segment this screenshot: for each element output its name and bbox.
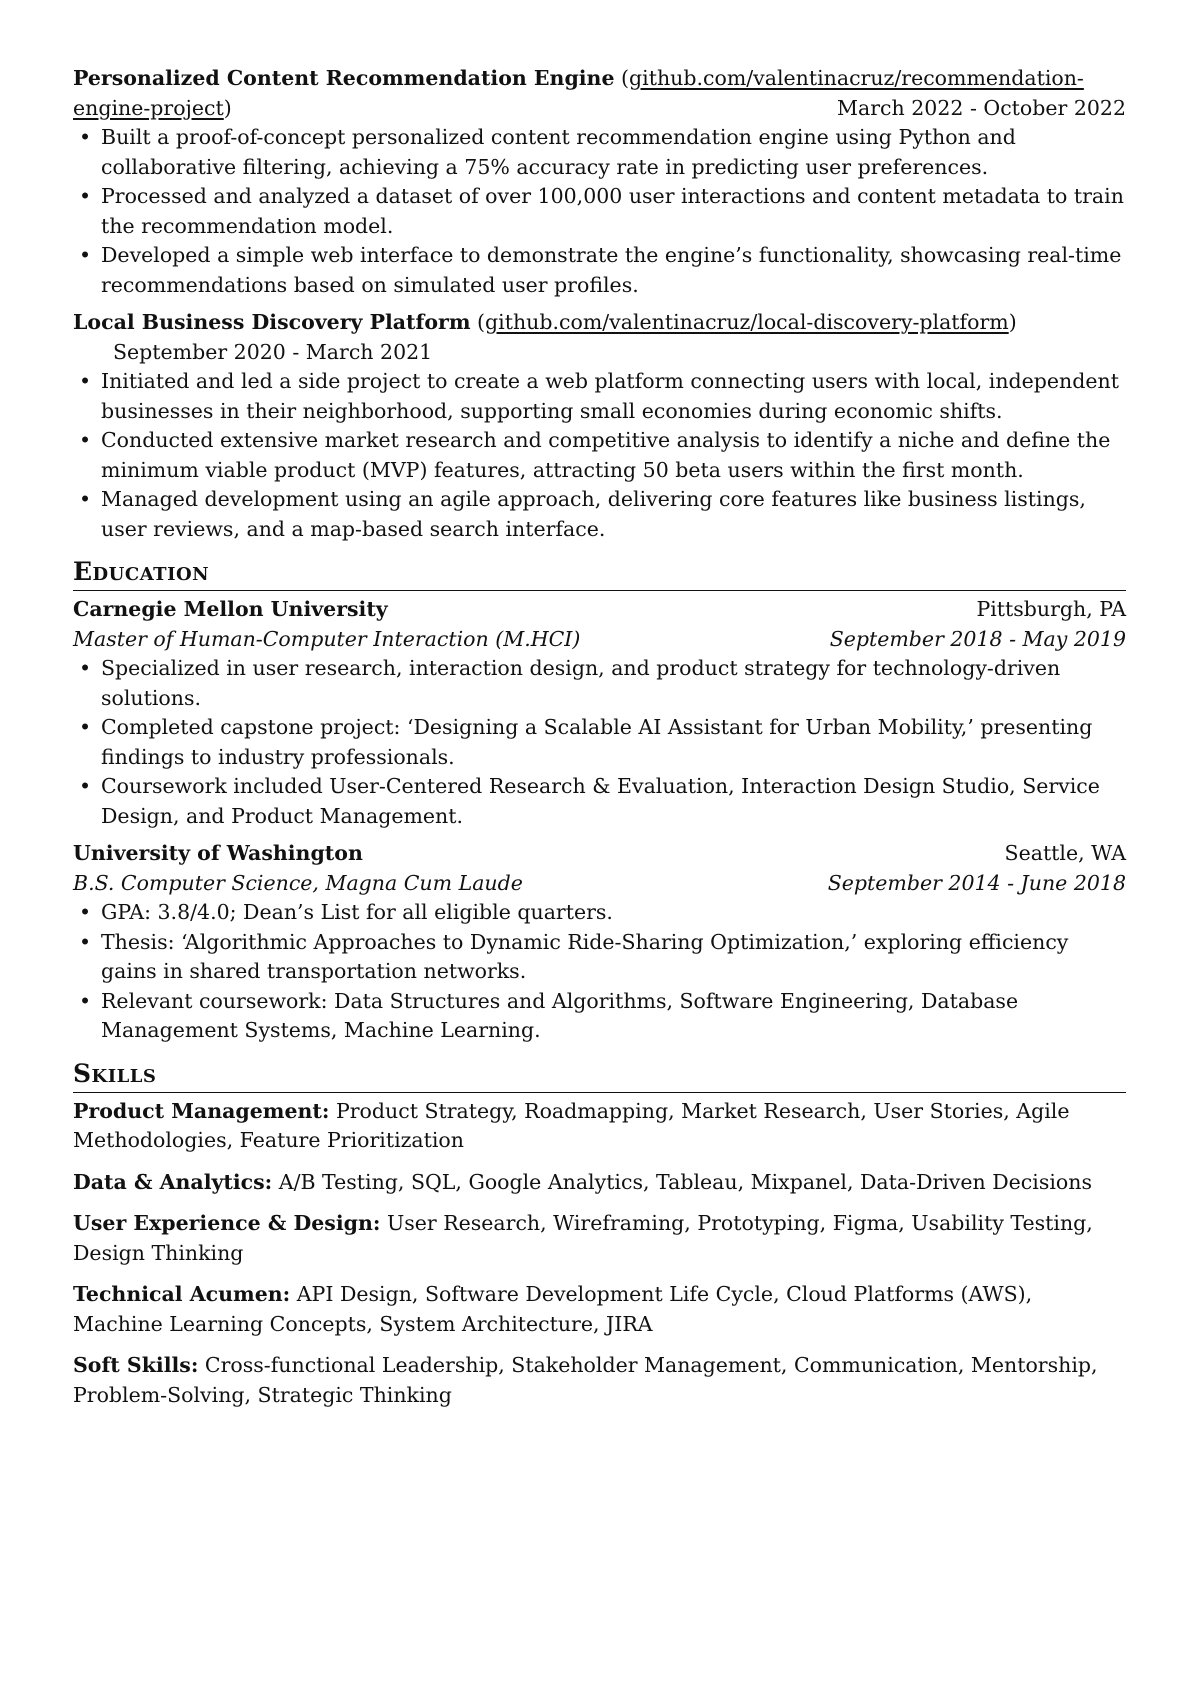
project-bullets — [73, 123, 1126, 300]
project-date: March 2022 - October 2022 — [837, 95, 1126, 120]
school-location: Seattle, WA — [1004, 841, 1126, 865]
bullet-item: • Built a proof-of-concept personalized content recommendation engine using Python and collaborative filtering, achieving a 75% accuracy rate in predicting user preferences. — [73, 123, 1126, 182]
skill-category: User Experience & Design: — [73, 1211, 381, 1235]
project-header: Local Business Discovery Platform (github.com/valentinacruz/local-discovery-platform) September 2020 - March 2021 — [73, 310, 1017, 364]
skill-list: A/B Testing, SQL, Google Analytics, Tableau, Mixpanel, Data-Driven Decisions — [278, 1169, 1092, 1194]
degree: B.S. Computer Science, Magna Cum Laude — [73, 870, 523, 895]
project-link[interactable]: github.com/valentinacruz/recommendation-engine-project — [73, 66, 1084, 120]
bullet-item: • Relevant coursework: Data Structures and Algorithms, Software Engineering, Database Management Systems, Machine Learning. — [73, 987, 1126, 1046]
bullet-item: • Specialized in user research, interaction design, and product strategy for technology-driven solutions. — [73, 654, 1126, 713]
bullet-item: • Coursework included User-Centered Research & Evaluation, Interaction Design Studio, Service Design, and Product Management. — [73, 772, 1126, 831]
bullet-item: • GPA: 3.8/4.0; Dean’s List for all eligible quarters. — [73, 898, 1126, 928]
project-header: Personalized Content Recommendation Engine (github.com/valentinacruz/recommendation-engine-project) March 2022 - October 2022 — [73, 64, 1126, 123]
project-entry — [73, 308, 1126, 544]
bullet-item: • Managed development using an agile approach, delivering core features like business listings, user reviews, and a map-based search interface. — [73, 485, 1126, 544]
skill-line — [73, 1168, 1126, 1198]
bullet-item: • Developed a simple web interface to demonstrate the engine’s functionality, showcasing real-time recommendations based on simulated user profiles. — [73, 241, 1126, 300]
skill-line — [73, 1097, 1126, 1156]
degree-dates: September 2018 - May 2019 — [829, 626, 1126, 651]
skill-category: Technical Acumen: — [73, 1282, 291, 1306]
skill-line — [73, 1209, 1126, 1268]
bullet-item: • Processed and analyzed a dataset of over 100,000 user interactions and content metadata to train the recommendation model. — [73, 182, 1126, 241]
degree: Master of Human-Computer Interaction (M.HCI) — [73, 626, 581, 651]
education-bullets — [73, 898, 1126, 1046]
school-row — [73, 839, 1126, 869]
skill-category: Product Management: — [73, 1098, 330, 1123]
degree-dates: September 2014 - June 2018 — [827, 870, 1126, 895]
bullet-item: • Completed capstone project: ‘Designing a Scalable AI Assistant for Urban Mobility,’ presenting findings to industry professionals. — [73, 713, 1126, 772]
project-bullets — [73, 367, 1126, 544]
skill-list: Product Strategy, Roadmapping, Market Research, User Stories, Agile Methodologies, Feature Prioritization — [73, 1098, 1070, 1152]
school-row — [73, 595, 1126, 625]
school-location: Pittsburgh, PA — [976, 597, 1126, 621]
skill-list: User Research, Wireframing, Prototyping, Figma, Usability Testing, Design Thinking — [73, 1211, 1093, 1265]
degree-row — [73, 869, 1126, 899]
school-name: University of Washington — [73, 841, 363, 865]
project-link[interactable]: github.com/valentinacruz/local-discovery-platform — [485, 310, 1009, 334]
skill-category: Data & Analytics: — [73, 1169, 273, 1194]
project-title: Personalized Content Recommendation Engine — [73, 66, 615, 90]
school-name: Carnegie Mellon University — [73, 597, 388, 621]
bullet-item: • Initiated and led a side project to create a web platform connecting users with local, independent businesses in their neighborhood, supporting small economies during economic shifts. — [73, 367, 1126, 426]
skill-list: API Design, Software Development Life Cycle, Cloud Platforms (AWS), Machine Learning Concepts, System Architecture, JIRA — [73, 1282, 1033, 1336]
project-title: Local Business Discovery Platform — [73, 310, 471, 334]
resume-page — [73, 64, 1126, 1422]
bullet-item: • Thesis: ‘Algorithmic Approaches to Dynamic Ride-Sharing Optimization,’ exploring efficiency gains in shared transportation networks. — [73, 928, 1126, 987]
project-entry — [73, 64, 1126, 300]
bullet-item: • Conducted extensive market research and competitive analysis to identify a niche and define the minimum viable product (MVP) features, attracting 50 beta users within the first month. — [73, 426, 1126, 485]
section-heading-education: Education — [73, 556, 1126, 591]
skill-line — [73, 1280, 1126, 1339]
skill-line — [73, 1351, 1126, 1410]
degree-row — [73, 625, 1126, 655]
education-bullets — [73, 654, 1126, 831]
section-heading-skills: Skills — [73, 1058, 1126, 1093]
skill-category: Soft Skills: — [73, 1353, 199, 1377]
project-date: September 2020 - March 2021 — [113, 339, 433, 364]
education-entry — [73, 595, 1126, 831]
skill-list: Cross-functional Leadership, Stakeholder Management, Communication, Mentorship, Problem-Solving, Strategic Thinking — [73, 1353, 1098, 1407]
education-entry — [73, 839, 1126, 1046]
